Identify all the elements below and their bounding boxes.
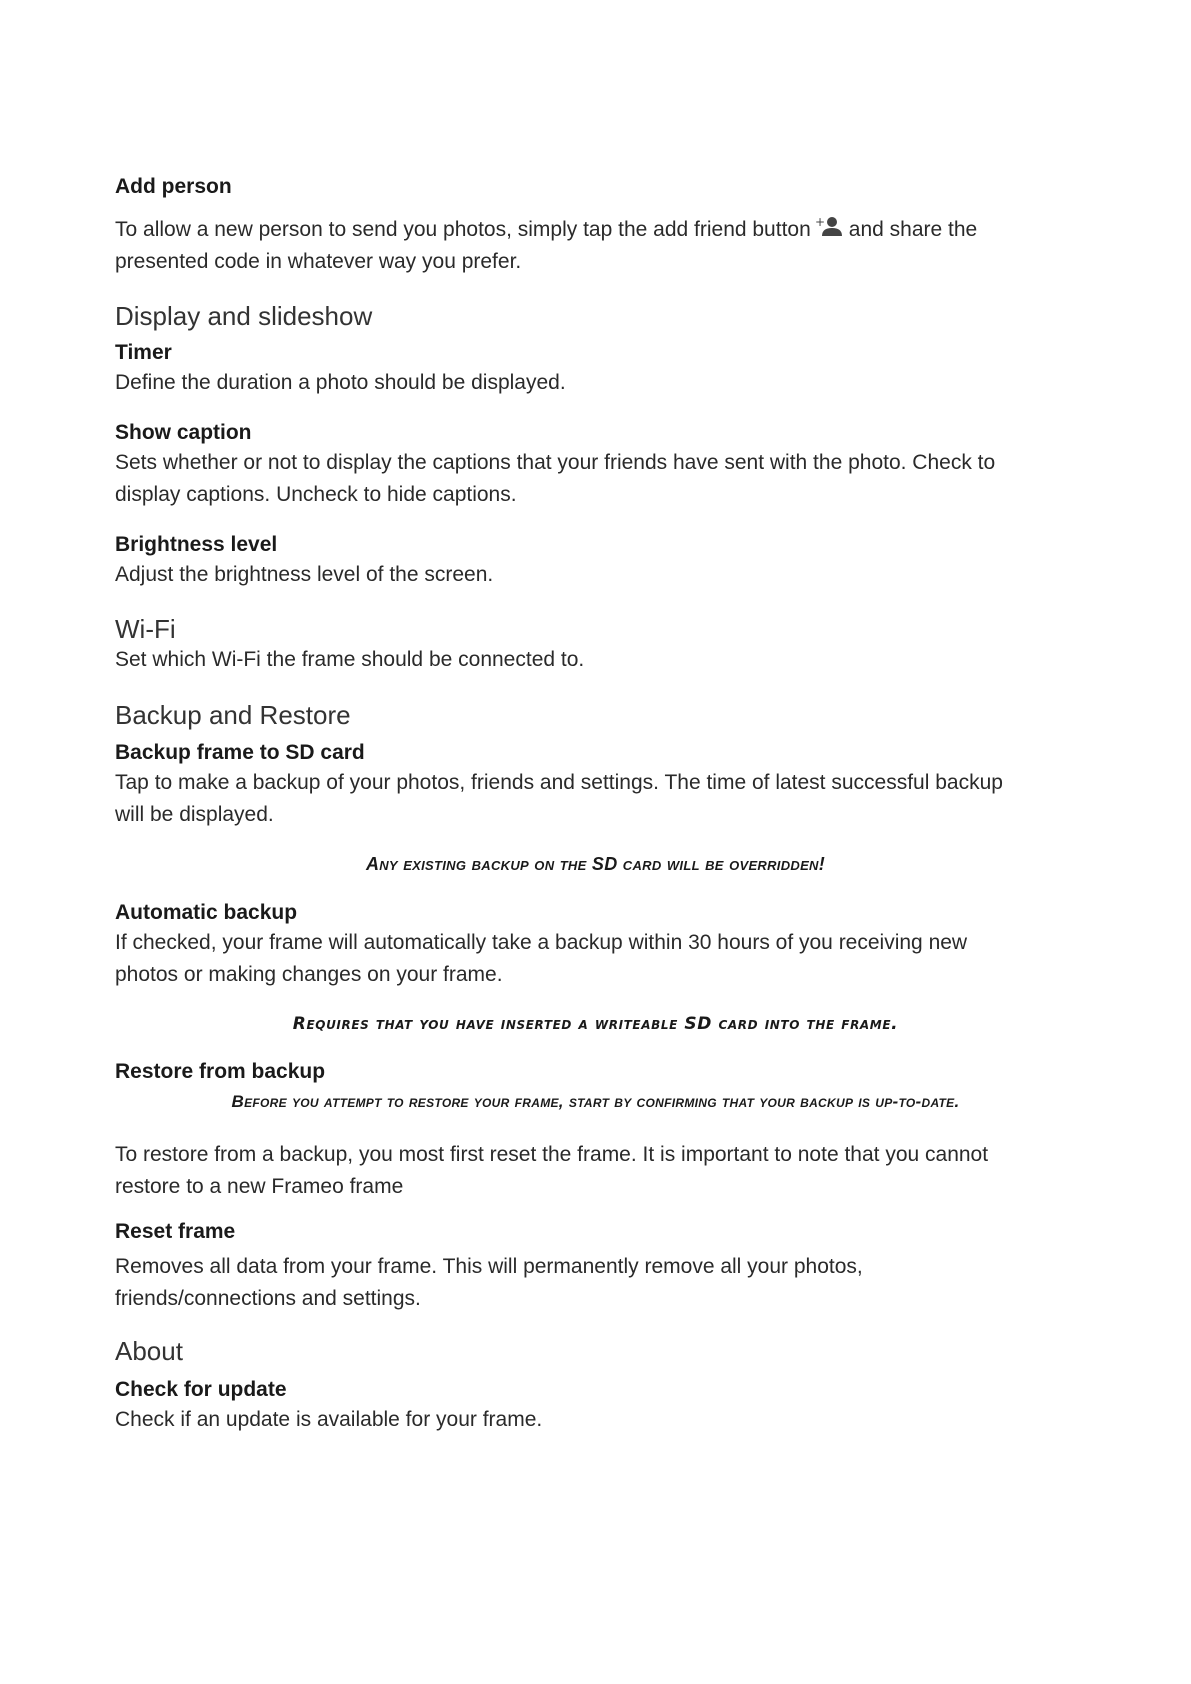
brightness-heading: Brightness level bbox=[115, 533, 278, 556]
timer-heading: Timer bbox=[115, 341, 172, 364]
section-title-about: About bbox=[115, 1336, 183, 1366]
wifi-text: Set which Wi-Fi the frame should be connected to. bbox=[115, 648, 585, 671]
automatic-backup-text-line2: photos or making changes on your frame. bbox=[115, 963, 503, 986]
section-title-wifi: Wi-Fi bbox=[115, 614, 176, 644]
backup-sd-text-line2: will be displayed. bbox=[115, 803, 274, 826]
backup-sd-heading: Backup frame to SD card bbox=[115, 741, 365, 764]
show-caption-text-line2: display captions. Uncheck to hide captions. bbox=[115, 483, 517, 506]
brightness-text: Adjust the brightness level of the screen. bbox=[115, 563, 494, 586]
section-title-display: Display and slideshow bbox=[115, 301, 373, 331]
section-title-backup: Backup and Restore bbox=[115, 700, 351, 730]
automatic-backup-heading: Automatic backup bbox=[115, 901, 298, 924]
show-caption-text-line1: Sets whether or not to display the captions that your friends have sent with the photo. Check to bbox=[115, 451, 996, 474]
restore-heading: Restore from backup bbox=[115, 1060, 326, 1083]
restore-warning: Before you attempt to restore your frame, start by confirming that your backup is up-to-date. bbox=[231, 1092, 960, 1111]
restore-text-line2: restore to a new Frameo frame bbox=[115, 1175, 404, 1198]
automatic-backup-note: Requires that you have inserted a writeable SD card into the frame. bbox=[292, 1014, 899, 1034]
automatic-backup-text-line1: If checked, your frame will automatically take a backup within 30 hours of you receiving new bbox=[115, 931, 968, 954]
check-update-heading: Check for update bbox=[115, 1378, 287, 1401]
backup-sd-warning: Any existing backup on the SD card will be overridden! bbox=[365, 854, 826, 874]
reset-frame-text-line1: Removes all data from your frame. This will permanently remove all your photos, bbox=[115, 1255, 863, 1278]
add-person-heading: Add person bbox=[115, 175, 232, 198]
check-update-text: Check if an update is available for your frame. bbox=[115, 1408, 543, 1431]
reset-frame-text-line2: friends/connections and settings. bbox=[115, 1287, 421, 1310]
add-person-icon bbox=[815, 216, 843, 248]
timer-text: Define the duration a photo should be displayed. bbox=[115, 371, 566, 394]
add-person-text-line2: presented code in whatever way you prefer. bbox=[115, 250, 522, 273]
reset-frame-heading: Reset frame bbox=[115, 1220, 236, 1243]
svg-text:+: + bbox=[814, 216, 825, 229]
show-caption-heading: Show caption bbox=[115, 421, 252, 444]
add-person-text bbox=[115, 214, 1075, 248]
add-person-text-before: To allow a new person to send you photos, simply tap the add friend button bbox=[115, 218, 811, 241]
backup-sd-text-line1: Tap to make a backup of your photos, friends and settings. The time of latest successful backup bbox=[115, 771, 1003, 794]
add-person-text-after: and share the bbox=[848, 218, 978, 241]
restore-text-line1: To restore from a backup, you most first reset the frame. It is important to note that you cannot bbox=[115, 1143, 989, 1166]
